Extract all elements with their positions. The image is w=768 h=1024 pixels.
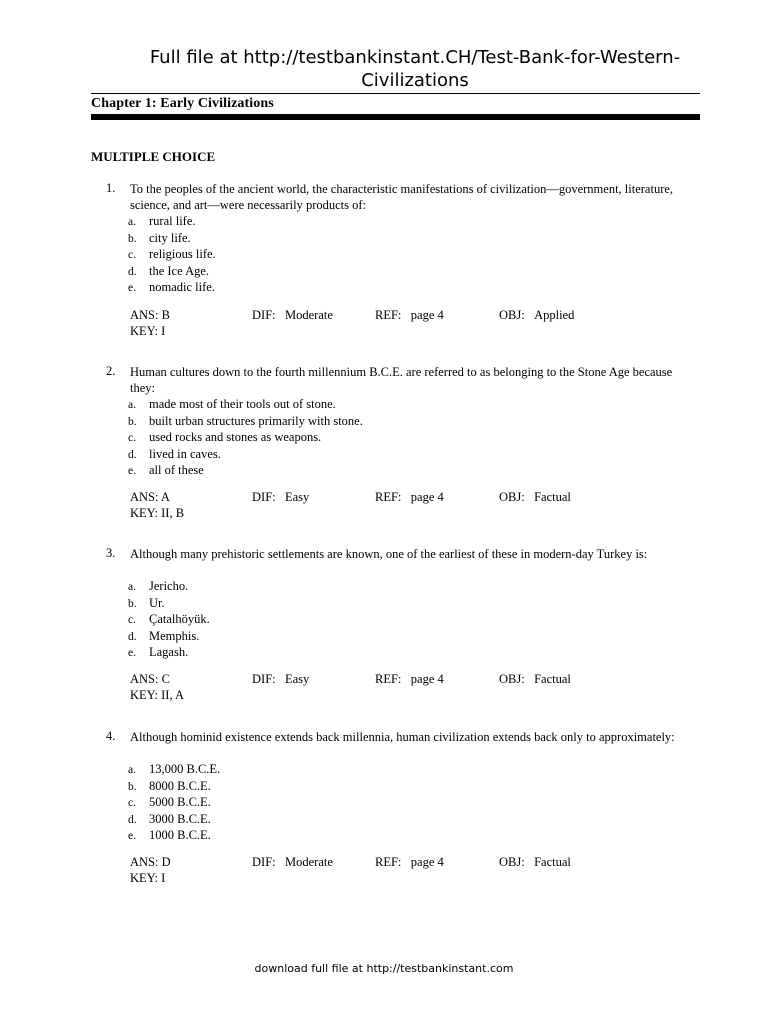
- banner-title: Full file at http://testbankinstant.CH/Test-Bank-for-Western-Civilizations: [149, 47, 681, 91]
- option-d: d. 3000 B.C.E.: [128, 811, 211, 826]
- option-list: [128, 396, 363, 479]
- option-d: d. Memphis.: [128, 628, 200, 643]
- option-list: [128, 578, 210, 661]
- option-a: a. rural life.: [128, 214, 196, 228]
- question-number: 2.: [106, 364, 116, 378]
- obj-field: OBJ: Applied: [499, 308, 575, 322]
- option-a: a. 13,000 B.C.E.: [128, 762, 221, 776]
- question-number: 4.: [106, 729, 116, 743]
- option-e: e. 1000 B.C.E.: [128, 828, 211, 842]
- obj-field: OBJ: Factual: [499, 855, 571, 869]
- ref-field: REF: page 4: [375, 672, 444, 686]
- answer-meta: [130, 671, 690, 703]
- option-list: [128, 761, 220, 844]
- option-b: b. 8000 B.C.E.: [128, 778, 211, 793]
- dif-field: DIF: Moderate: [252, 308, 333, 322]
- ans-field: ANS: B: [130, 308, 170, 322]
- question-text: To the peoples of the ancient world, the characteristic manifestations of civilization—government, literature, science, and art—were necessarily products of:: [130, 182, 674, 212]
- option-e: e. nomadic life.: [128, 280, 215, 294]
- obj-field: OBJ: Factual: [499, 490, 571, 504]
- key-field: KEY: I: [130, 871, 166, 885]
- header-rule: [91, 93, 700, 94]
- option-c: c. used rocks and stones as weapons.: [128, 430, 322, 444]
- dif-field: DIF: Easy: [252, 672, 310, 686]
- option-c: c. 5000 B.C.E.: [128, 795, 211, 809]
- ref-field: REF: page 4: [375, 855, 444, 869]
- ref-field: REF: page 4: [375, 308, 444, 322]
- question-text: Human cultures down to the fourth millennium B.C.E. are referred to as belonging to the Stone Age because they:: [130, 365, 673, 395]
- key-field: KEY: II, A: [130, 688, 185, 702]
- obj-field: OBJ: Factual: [499, 672, 571, 686]
- option-list: [128, 213, 216, 296]
- ans-field: ANS: C: [130, 672, 170, 686]
- option-e: e. Lagash.: [128, 645, 189, 659]
- dif-field: DIF: Easy: [252, 490, 310, 504]
- chapter-divider: [91, 114, 700, 120]
- question-number: 1.: [106, 181, 116, 195]
- ans-field: ANS: D: [130, 855, 171, 869]
- option-d: d. the Ice Age.: [128, 263, 210, 278]
- footer-download-text: download full file at http://testbankinstant.com: [254, 962, 514, 975]
- dif-field: DIF: Moderate: [252, 855, 333, 869]
- question-number: 3.: [106, 546, 116, 560]
- option-c: c. Çatalhöyük.: [128, 612, 210, 626]
- section-title: MULTIPLE CHOICE: [91, 149, 216, 164]
- answer-meta: [130, 307, 690, 339]
- option-a: a. made most of their tools out of stone.: [128, 397, 336, 411]
- option-a: a. Jericho.: [128, 579, 189, 593]
- question-text: Although many prehistoric settlements are known, one of the earliest of these in modern-day Turkey is:: [130, 547, 648, 561]
- answer-meta: [130, 854, 690, 886]
- option-b: b. built urban structures primarily with stone.: [128, 413, 363, 428]
- key-field: KEY: I: [130, 324, 166, 338]
- option-c: c. religious life.: [128, 247, 216, 261]
- option-e: e. all of these: [128, 463, 204, 477]
- key-field: KEY: II, B: [130, 506, 185, 520]
- question-text: Although hominid existence extends back millennia, human civilization extends back only to approximately:: [130, 730, 675, 744]
- chapter-title: Chapter 1: Early Civilizations: [91, 96, 274, 111]
- option-d: d. lived in caves.: [128, 446, 221, 461]
- answer-meta: [130, 489, 690, 521]
- ref-field: REF: page 4: [375, 490, 444, 504]
- option-b: b. Ur.: [128, 595, 165, 610]
- ans-field: ANS: A: [130, 490, 170, 504]
- option-b: b. city life.: [128, 230, 191, 245]
